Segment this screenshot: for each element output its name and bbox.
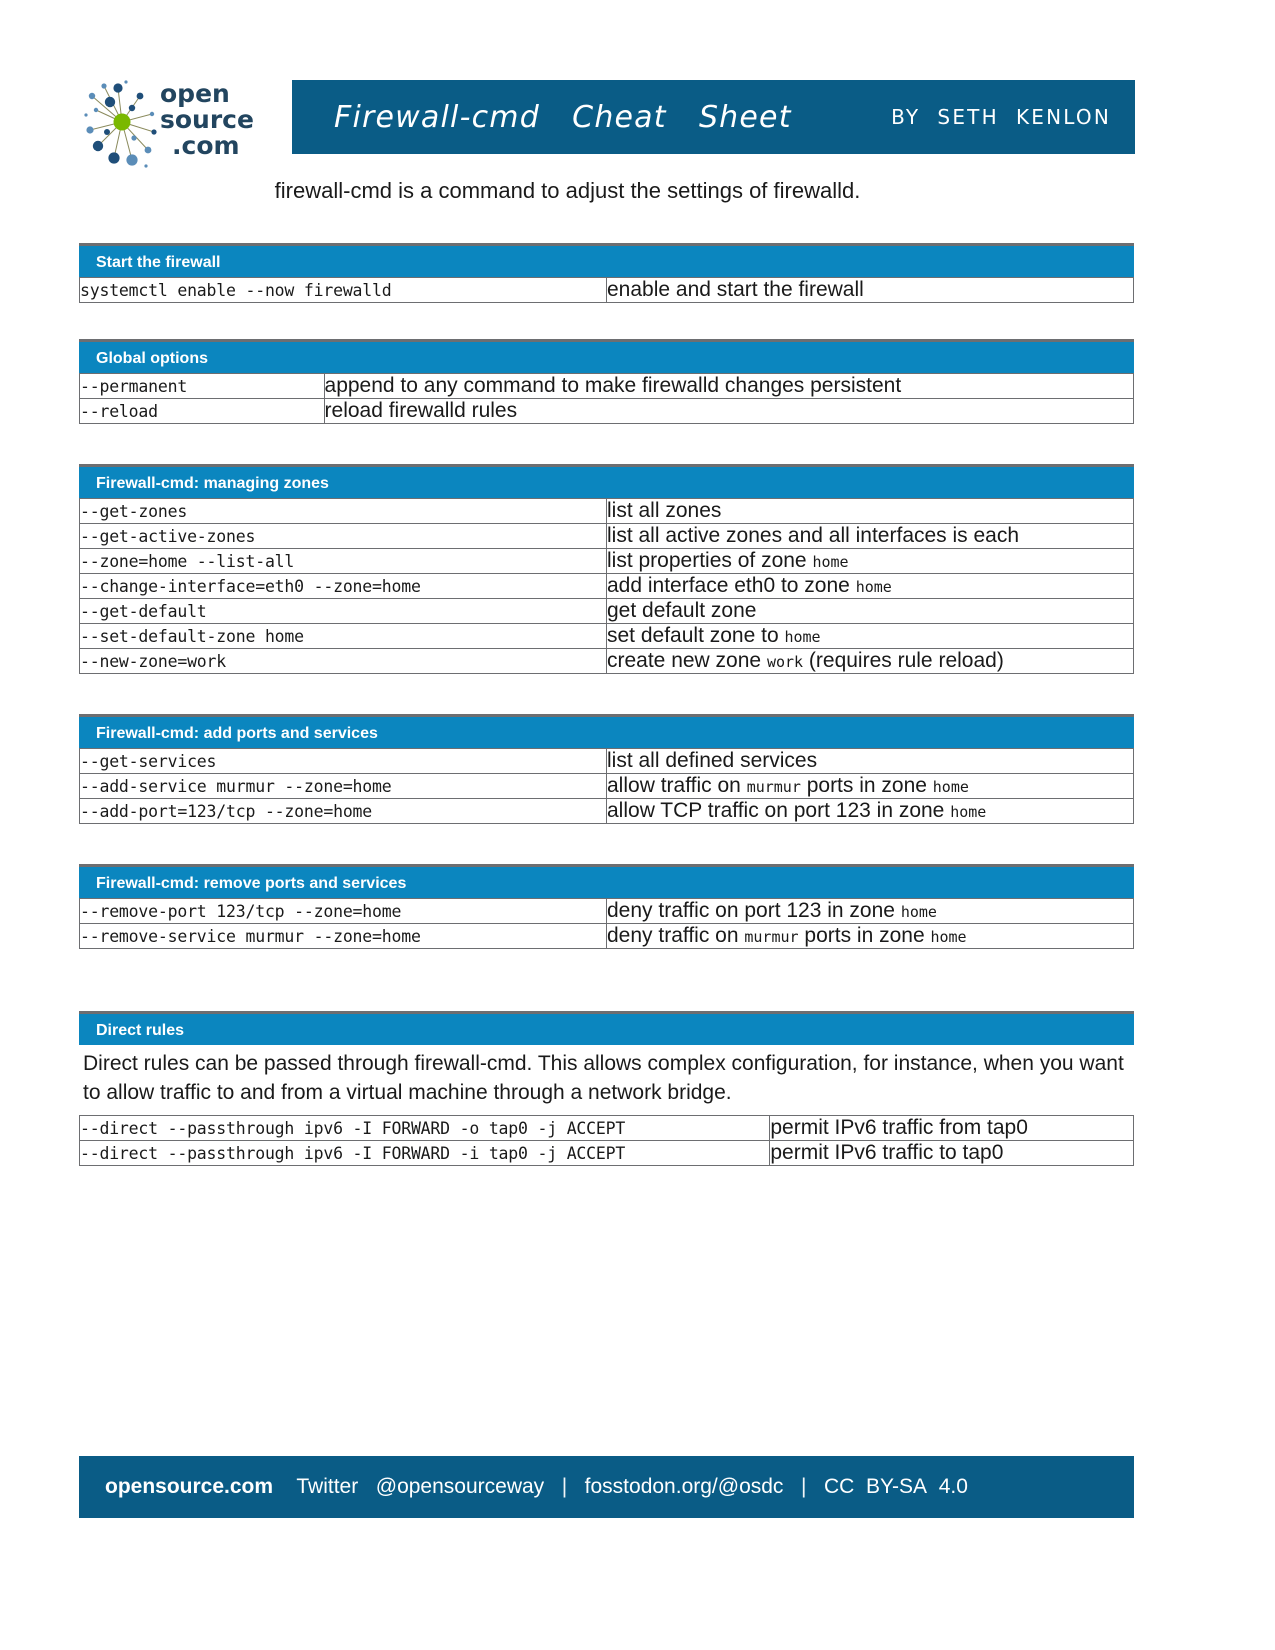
opensource-logo xyxy=(74,70,254,170)
footer-separator-2: | xyxy=(800,1475,807,1498)
description-text: append to any command to make firewalld changes persistent xyxy=(324,374,902,397)
footer-spacer-6 xyxy=(806,1475,824,1499)
description-text: list all active zones and all interfaces is each xyxy=(607,524,1020,547)
direct-rules-intro: Direct rules can be passed through firewall-cmd. This allows complex configuration, for instance, when you want to allow traffic to and from a virtual machine through a network bridge. xyxy=(83,1052,1124,1104)
description-cell xyxy=(607,774,1134,799)
table-row xyxy=(80,278,1134,303)
footer-spacer-1 xyxy=(273,1475,296,1499)
description-cell xyxy=(607,924,1134,949)
section-heading: Firewall-cmd: add ports and services xyxy=(79,714,1134,748)
inline-code: murmur xyxy=(744,928,799,946)
table-row xyxy=(80,749,1134,774)
description-cell xyxy=(607,624,1134,649)
command-cell: --get-zones xyxy=(80,499,607,524)
inline-code: work xyxy=(766,653,804,671)
description-cell xyxy=(607,524,1134,549)
description-text: reload firewalld rules xyxy=(324,399,518,422)
description-cell xyxy=(607,549,1134,574)
section-managing-zones xyxy=(79,464,1134,674)
description-text-post: ports in zone xyxy=(800,774,933,797)
spacer xyxy=(79,424,1134,464)
table-row xyxy=(80,524,1134,549)
inline-code: murmur xyxy=(746,778,801,796)
description-text-post: (requires rule reload) xyxy=(803,649,1004,672)
inline-code: home xyxy=(812,553,849,571)
section-remove-ports-and-services xyxy=(79,864,1134,949)
command-table xyxy=(79,373,1134,424)
footer-spacer-7 xyxy=(854,1475,866,1499)
command-table xyxy=(79,748,1134,824)
table-row xyxy=(80,799,1134,824)
description-text: add interface eth0 to zone xyxy=(607,574,856,597)
description-cell xyxy=(607,574,1134,599)
command-cell: --remove-port 123/tcp --zone=home xyxy=(80,899,607,924)
table-row xyxy=(80,1116,1134,1141)
logo-text-open: open xyxy=(160,79,230,108)
inline-code: home xyxy=(950,803,987,821)
footer-spacer-3 xyxy=(544,1475,562,1499)
command-cell: --get-default xyxy=(80,599,607,624)
footer-site-link[interactable]: opensource.com xyxy=(105,1475,274,1498)
section-heading: Start the firewall xyxy=(79,243,1134,277)
description-text: list all zones xyxy=(607,499,722,522)
footer-spacer-4 xyxy=(567,1475,585,1499)
description-cell xyxy=(324,399,1133,424)
command-table xyxy=(79,277,1134,303)
logo-text-source: source xyxy=(160,105,254,134)
description-text: create new zone xyxy=(607,649,767,672)
opensource-logo-graphic xyxy=(74,70,254,170)
command-table xyxy=(79,898,1134,949)
command-table xyxy=(79,1115,1134,1166)
command-cell: --set-default-zone home xyxy=(80,624,607,649)
table-row xyxy=(80,649,1134,674)
description-text: list all defined services xyxy=(607,749,818,772)
page-subtitle: firewall-cmd is a command to adjust the settings of firewalld. xyxy=(274,178,861,203)
logo-text-com: .com xyxy=(172,131,240,160)
inline-code: home xyxy=(855,578,892,596)
description-text: list properties of zone xyxy=(607,549,813,572)
command-cell: --remove-service murmur --zone=home xyxy=(80,924,607,949)
description-text: get default zone xyxy=(607,599,757,622)
page-title: Firewall-cmd Cheat Sheet xyxy=(334,99,792,135)
table-row xyxy=(80,374,1134,399)
table-row xyxy=(80,499,1134,524)
footer-mastodon-link[interactable]: fosstodon.org/@osdc xyxy=(584,1475,784,1498)
page-footer xyxy=(79,1456,1134,1518)
section-heading: Firewall-cmd: managing zones xyxy=(79,464,1134,498)
footer-license-version: 4.0 xyxy=(938,1475,968,1498)
command-cell: --direct --passthrough ipv6 -I FORWARD -i tap0 -j ACCEPT xyxy=(80,1141,770,1166)
table-row xyxy=(80,599,1134,624)
footer-license-cc: CC xyxy=(823,1475,855,1498)
description-cell xyxy=(607,799,1134,824)
author-byline: BY SETH KENLON xyxy=(891,105,1111,129)
command-cell: --permanent xyxy=(80,374,325,399)
spacer xyxy=(79,674,1134,714)
description-cell xyxy=(324,374,1133,399)
footer-twitter-label: Twitter xyxy=(296,1475,359,1498)
description-cell xyxy=(607,749,1134,774)
inline-code-2: home xyxy=(932,778,969,796)
description-cell xyxy=(607,599,1134,624)
table-row xyxy=(80,899,1134,924)
description-text: allow TCP traffic on port 123 in zone xyxy=(607,799,951,822)
footer-twitter-handle[interactable]: @opensourceway xyxy=(375,1475,545,1498)
description-cell xyxy=(607,899,1134,924)
command-cell: --reload xyxy=(80,399,325,424)
footer-spacer-5 xyxy=(783,1475,801,1499)
section-heading: Firewall-cmd: remove ports and services xyxy=(79,864,1134,898)
description-text: set default zone to xyxy=(607,624,785,647)
command-cell: --change-interface=eth0 --zone=home xyxy=(80,574,607,599)
spacer xyxy=(79,949,1134,1011)
footer-license-type: BY-SA xyxy=(865,1475,928,1498)
table-row xyxy=(80,774,1134,799)
inline-code: home xyxy=(900,903,937,921)
description-text: enable and start the firewall xyxy=(607,278,864,301)
table-row xyxy=(80,549,1134,574)
section-start-the-firewall xyxy=(79,243,1134,303)
description-cell xyxy=(607,278,1134,303)
description-cell xyxy=(607,499,1134,524)
section-global-options xyxy=(79,339,1134,424)
description-text: deny traffic on xyxy=(607,924,745,947)
section-heading: Direct rules xyxy=(79,1011,1134,1045)
cheatsheet-body xyxy=(79,243,1134,1166)
description-cell: permit IPv6 traffic from tap0 xyxy=(770,1116,1134,1141)
footer-separator-1: | xyxy=(561,1475,568,1498)
footer-spacer-8 xyxy=(927,1475,939,1499)
table-row xyxy=(80,574,1134,599)
section-direct-rules xyxy=(79,1011,1134,1166)
footer-spacer-2 xyxy=(358,1475,376,1499)
description-cell xyxy=(607,649,1134,674)
command-table xyxy=(79,498,1134,674)
command-cell: systemctl enable --now firewalld xyxy=(80,278,607,303)
page-header xyxy=(0,62,1275,172)
spacer xyxy=(79,824,1134,864)
command-cell: --add-service murmur --zone=home xyxy=(80,774,607,799)
command-cell: --get-services xyxy=(80,749,607,774)
description-cell: permit IPv6 traffic to tap0 xyxy=(770,1141,1134,1166)
spacer xyxy=(79,303,1134,339)
table-row xyxy=(80,924,1134,949)
section-heading: Global options xyxy=(79,339,1134,373)
title-banner xyxy=(292,80,1135,154)
section-add-ports-and-services xyxy=(79,714,1134,824)
table-row xyxy=(80,624,1134,649)
description-text-post: ports in zone xyxy=(798,924,931,947)
command-cell: --get-active-zones xyxy=(80,524,607,549)
description-text: allow traffic on xyxy=(607,774,747,797)
description-text: deny traffic on port 123 in zone xyxy=(607,899,901,922)
command-cell: --add-port=123/tcp --zone=home xyxy=(80,799,607,824)
table-row xyxy=(80,1141,1134,1166)
command-cell: --new-zone=work xyxy=(80,649,607,674)
command-cell: --direct --passthrough ipv6 -I FORWARD -o tap0 -j ACCEPT xyxy=(80,1116,770,1141)
table-row xyxy=(80,399,1134,424)
command-cell: --zone=home --list-all xyxy=(80,549,607,574)
inline-code-2: home xyxy=(930,928,967,946)
inline-code: home xyxy=(784,628,821,646)
